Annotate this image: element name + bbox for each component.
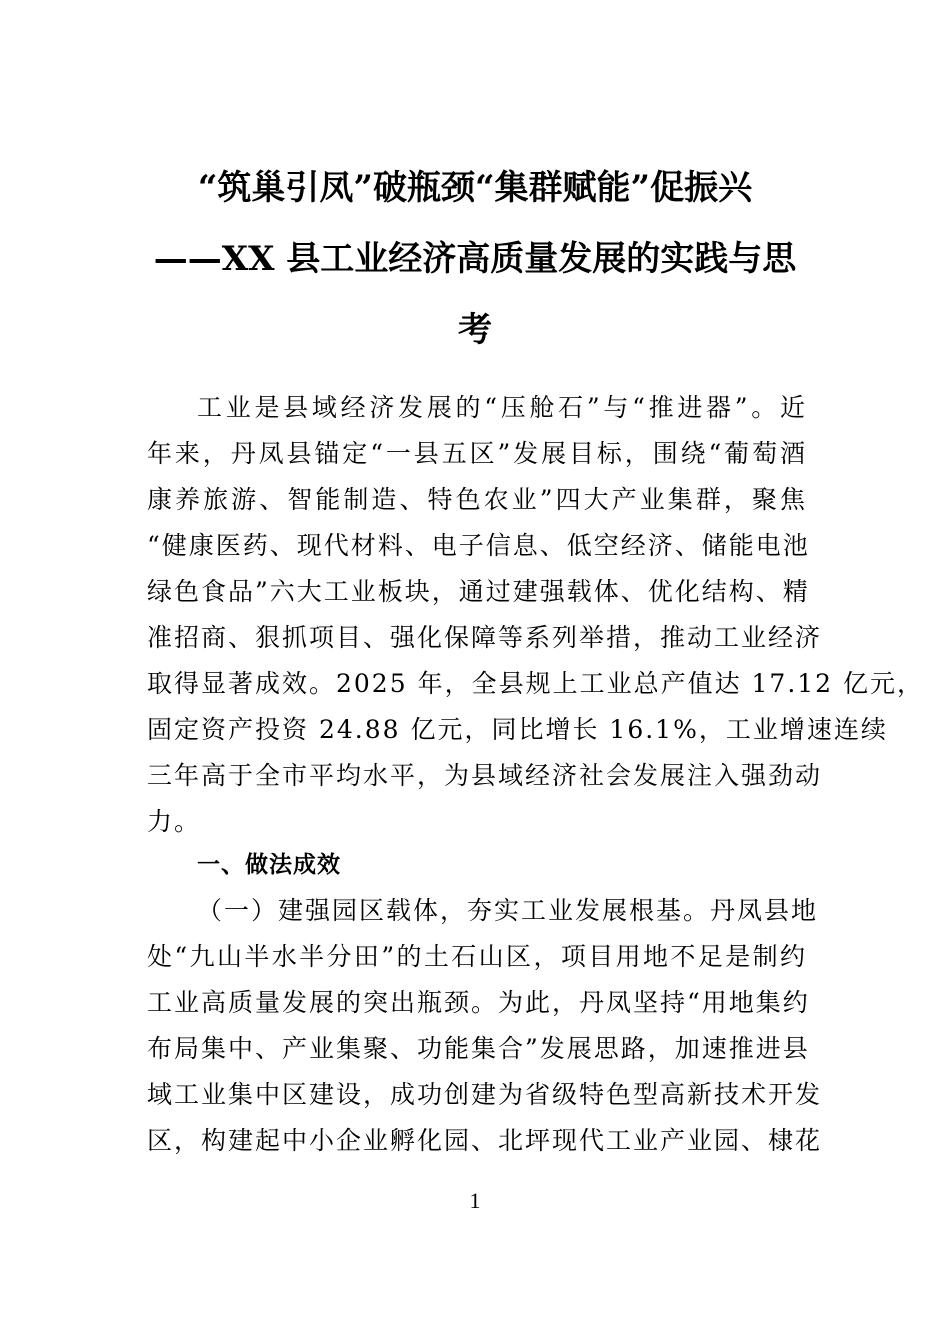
paragraph-line: 工业高质量发展的突出瓶颈。为此，丹凤坚持“用地集约 — [147, 988, 810, 1017]
paragraph-line: 三年高于全市平均水平，为县域经济社会发展注入强劲动 — [147, 761, 823, 790]
paragraph-line: 绿色食品”六大工业板块，通过建强载体、优化结构、精 — [147, 577, 810, 606]
paragraph-line: 区，构建起中小企业孵化园、北坪现代工业产业园、棣花 — [147, 1126, 823, 1155]
title-line-1: “筑巢引凤”破瓶颈“集群赋能”促振兴 — [197, 168, 753, 208]
intro-paragraph — [147, 385, 925, 845]
paragraph-line: 取得显著成效。2025 年，全县规上工业总产值达 17.12 亿元， — [147, 669, 925, 698]
paragraph-line: （一）建强园区载体，夯实工业发展根基。丹凤县地 — [197, 896, 819, 925]
section1-paragraph — [147, 888, 823, 1164]
section-heading: 一、做法成效 — [197, 852, 341, 878]
title-line-3: 考 — [458, 310, 492, 350]
paragraph-line: “健康医药、现代材料、电子信息、低空经济、储能电池 — [147, 531, 810, 560]
paragraph-line: 布局集中、产业集聚、功能集合”发展思路，加速推进县 — [147, 1034, 810, 1063]
paragraph-line: 域工业集中区建设，成功创建为省级特色型高新技术开发 — [147, 1080, 823, 1109]
paragraph-line: 力。 — [147, 807, 202, 836]
page-number: 1 — [469, 1188, 481, 1213]
document-title — [140, 153, 810, 366]
paragraph-line: 年来，丹凤县锚定“一县五区”发展目标，围绕“葡萄酒 — [147, 439, 807, 468]
paragraph-line: 康养旅游、智能制造、特色农业”四大产业集群，聚焦 — [147, 485, 807, 514]
paragraph-line: 工业是县域经济发展的“压舱石”与“推进器”。近 — [197, 393, 807, 422]
paragraph-line: 固定资产投资 24.88 亿元，同比增长 16.1%，工业增速连续 — [147, 715, 888, 744]
title-line-2: ——XX 县工业经济高质量发展的实践与思 — [153, 239, 797, 279]
paragraph-line: 处“九山半水半分田”的土石山区，项目用地不足是制约 — [147, 942, 807, 971]
paragraph-line: 准招商、狠抓项目、强化保障等系列举措，推动工业经济 — [147, 623, 823, 652]
